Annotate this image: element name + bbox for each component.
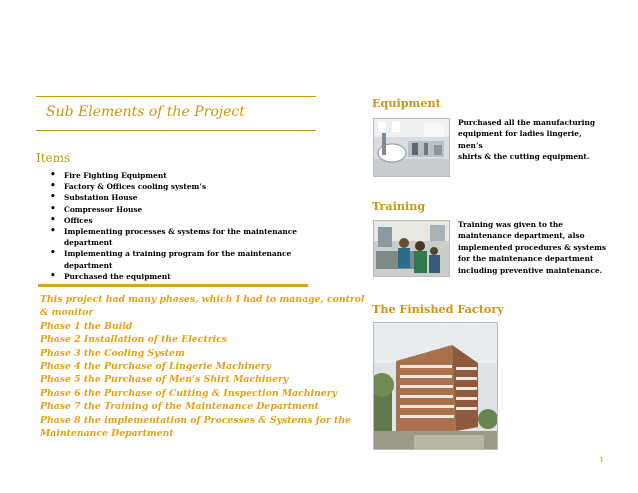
phase-line: Phase 1 the Build: [40, 320, 133, 332]
items-list: [50, 170, 315, 282]
phase-line: Phase 7 the Training of the Maintenance Department: [40, 401, 319, 413]
training-photo: [373, 220, 450, 277]
training-text-line: including preventive maintenance.: [458, 265, 603, 275]
equipment-heading: Equipment: [372, 96, 441, 110]
list-item: • Implementing a training program for the maintenance department: [50, 248, 315, 270]
title-top-rule: [36, 96, 316, 97]
phase-line: & monitor: [40, 307, 94, 319]
phase-line: Phase 5 the Purchase of Men’s Shirt Machinery: [40, 374, 289, 386]
section-title: Sub Elements of the Project: [46, 104, 245, 120]
training-text-line: Training was given to the: [458, 220, 563, 229]
phase-line: This project had many phases, which I had to manage, control: [40, 294, 365, 305]
phase-line: Phase 3 the Cooling System: [40, 347, 185, 359]
list-item: • Offices: [50, 215, 315, 226]
page-number: 1: [599, 456, 604, 464]
training-heading: Training: [372, 199, 426, 213]
equipment-text-line: equipment for ladies lingerie, men’s: [458, 129, 582, 150]
training-text-line: maintenance department, also: [458, 231, 585, 241]
training-text: [458, 219, 608, 276]
items-heading: Items: [36, 151, 71, 165]
factory-heading: The Finished Factory: [372, 302, 504, 316]
training-text-line: implemented procedures & systems: [458, 242, 607, 252]
equipment-text-line: Purchased all the manufacturing: [458, 118, 595, 127]
list-item: • Purchased the equipment: [50, 271, 315, 282]
phase-line: Phase 6 the Purchase of Cutting & Inspection Machinery: [40, 387, 338, 399]
equipment-text-line: shirts & the cutting equipment.: [458, 152, 590, 162]
list-item: • Compressor House: [50, 204, 315, 215]
equipment-text: [458, 117, 608, 163]
training-text-line: for the maintenance department: [458, 254, 594, 264]
phases-block: [40, 293, 365, 440]
phase-line: Phase 2 Installation of the Electrics: [40, 334, 228, 346]
phases-rule: [38, 284, 308, 287]
list-item: • Fire Fighting Equipment: [50, 170, 315, 181]
phase-line: Phase 4 the Purchase of Lingerie Machinery: [40, 361, 272, 373]
phase-line: Phase 8 the implementation of Processes & Systems for the: [40, 414, 351, 426]
list-item: • Substation House: [50, 192, 315, 203]
list-item: • Implementing processes & systems for the maintenance department: [50, 226, 315, 248]
equipment-photo: [373, 118, 450, 177]
factory-photo: [373, 322, 498, 450]
phase-line: Maintenance Department: [40, 428, 174, 440]
list-item: • Factory & Offices cooling system’s: [50, 181, 315, 192]
title-bottom-rule: [36, 130, 316, 131]
